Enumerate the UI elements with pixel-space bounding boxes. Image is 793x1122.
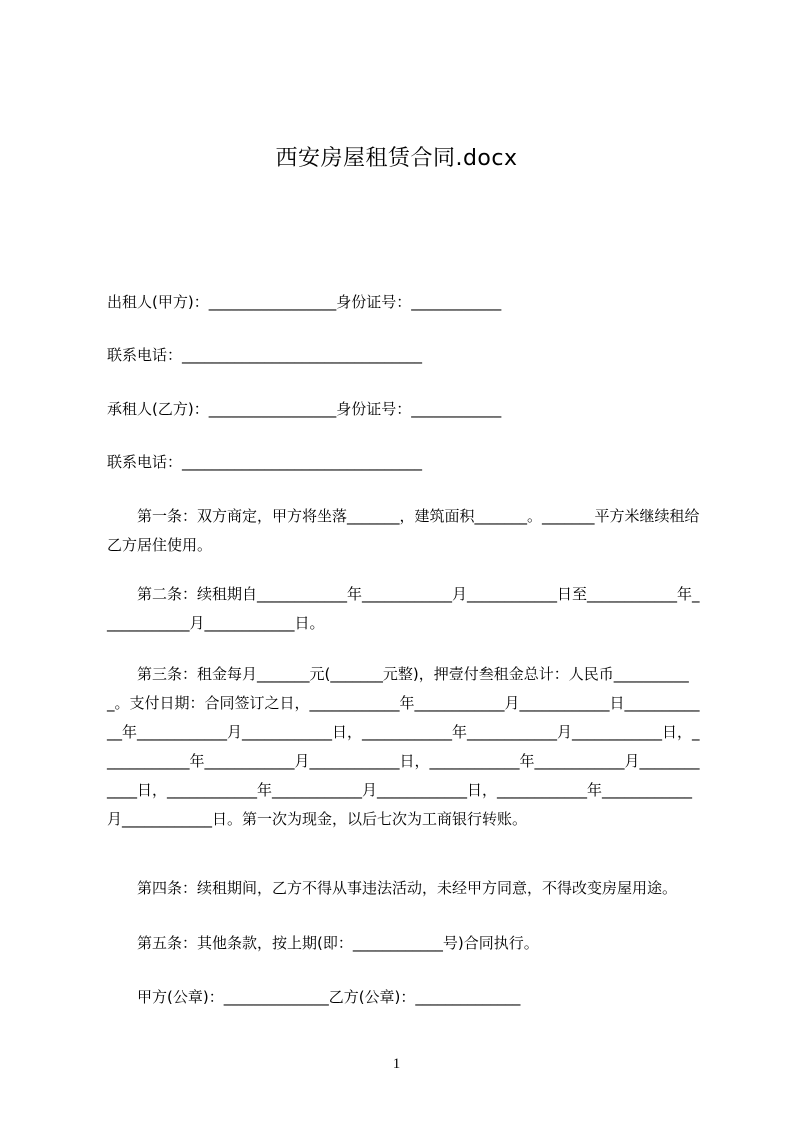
landlord-line: 出租人(甲方)：_________________身份证号：____________: [107, 293, 502, 311]
signature-line: 甲方(公章)：______________乙方(公章)：______________: [137, 988, 521, 1006]
article-2: 第二条：续租期自____________年____________月____________日至____________年____________月____________日。: [107, 585, 700, 632]
article-5: 第五条：其他条款，按上期(即：____________号)合同执行。: [137, 934, 539, 952]
article-1: 第一条：双方商定，甲方将坐落_______，建筑面积_______。_______平方米继续租给乙方居住使用。: [107, 507, 700, 554]
tenant-line: 承租人(乙方)：_________________身份证号：____________: [107, 400, 502, 418]
page-number: 1: [392, 1056, 401, 1072]
article-3: 第三条：租金每月_______元(_______元整)，押壹付叁租金总计：人民币___________。支付日期：合同签订之日，____________年____________月____________日____________年____________月____________日，____________年____________月____________日，____________年____________月____________日，____________年____________月____________日，____________年____________月____________日，____________年____________月____________日。第一次为现金，以后七次为工商银行转账。: [107, 665, 700, 828]
article-4: 第四条：续租期间，乙方不得从事违法活动，未经甲方同意，不得改变房屋用途。: [137, 879, 678, 897]
tenant-phone-line: 联系电话：________________________________: [107, 453, 423, 471]
landlord-phone-line: 联系电话：________________________________: [107, 346, 423, 364]
document-title: 西安房屋租赁合同.docx: [275, 146, 518, 171]
